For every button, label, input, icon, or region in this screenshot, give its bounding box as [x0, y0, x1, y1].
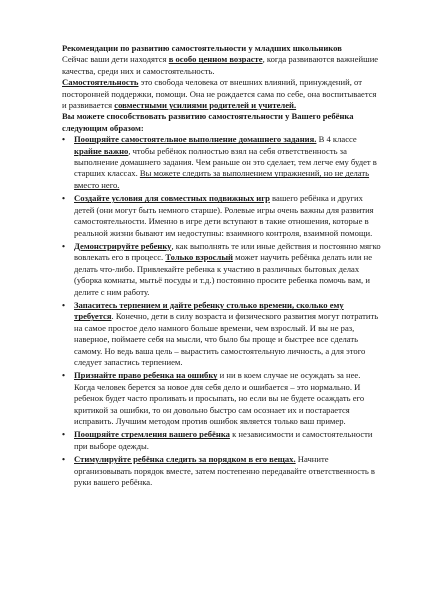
- list-item: [62, 370, 382, 427]
- emphasis-underlined: Только взрослый: [165, 252, 233, 263]
- text-run: В 4 классе: [316, 134, 357, 145]
- emphasis-underlined: совместными усилиями родителей и учителей.: [114, 100, 297, 111]
- underlined-run: Вы можете следить за выполнением упражнений, но не делать вместо него.: [74, 168, 370, 190]
- text-run: это свобода человека от внешних влияний, принуждений, от посторонней поддержки, помощи. Она не рождается сама по себе, она воспитывается и развивается: [62, 77, 377, 111]
- item-heading: Стимулируйте ребёнка следить за порядком в его вещах.: [74, 454, 296, 465]
- term-underlined: Самостоятельность: [62, 77, 139, 88]
- text-run: вашего ребёнка и других детей (они могут быть немного старше). Ролевые игры очень важны для развития самостоятельности. Именно в игре дети вступают в такие отношения, которые в реальной жизни бывают им недоступны: взаимного контроля, взаимной помощи.: [74, 193, 374, 238]
- list-item: [62, 454, 382, 488]
- bullet-icon: •: [62, 134, 66, 145]
- list-item: [62, 241, 382, 298]
- bullet-icon: •: [62, 240, 66, 251]
- text-run: Начните организовывать порядок вместе, затем постепенно передавайте ответственность в руки вашего ребёнка.: [74, 454, 375, 488]
- recommendations-list: [62, 134, 382, 488]
- text-run: , как выполнять те или иные действия и постоянно мягко вовлекать его в процесс.: [74, 240, 381, 263]
- bullet-icon: •: [62, 370, 66, 381]
- emphasis-underlined: в особо ценном возрасте: [168, 54, 263, 65]
- intro-paragraph: [62, 54, 382, 77]
- definition-paragraph: [62, 77, 382, 111]
- text-run: к независимости и самостоятельности при выборе одежды.: [74, 429, 373, 451]
- bullet-icon: •: [62, 299, 66, 310]
- list-item: [62, 193, 382, 239]
- bullet-icon: •: [62, 429, 66, 440]
- bullet-icon: •: [62, 193, 66, 204]
- text-run: Сейчас ваши дети находятся: [62, 54, 169, 65]
- text-run: . Конечно, дети в силу возраста и физического развития могут потратить на самое простое дело намного больше времени, чем взрослый. И вы не раз, наверное, поймаете себя на мысли, что было бы проще и быстрее все сделать самому. Но ведь ваша цель – вырастить самостоятельную личность, а для этого следует запастись терпением.: [74, 311, 379, 367]
- document-title: Рекомендации по развитию самостоятельности у младших школьников: [62, 43, 342, 53]
- list-item: [62, 300, 382, 368]
- text-run: может научить ребёнка делать или не делать что-либо. Привлекайте ребенка к участию в различных бытовых делах (уборка комнаты, мытьё посуды и т.д.) постоянно просите ребенка помочь вам, и делите с ним работу.: [74, 252, 373, 297]
- emphasis-underlined: крайне важно: [74, 145, 129, 156]
- item-heading: Запаситесь терпением и дайте ребенку столько времени, сколько ему требуется: [74, 299, 344, 322]
- item-heading: Демонстрируйте ребенку: [74, 240, 172, 251]
- item-heading: Создайте условия для совместных подвижных игр: [74, 193, 270, 204]
- lead-paragraph: Вы можете способствовать развитию самостоятельности у Вашего ребёнка следующим образом:: [62, 111, 354, 133]
- item-heading: Поощряйте стремления вашего ребёнка: [74, 429, 230, 440]
- item-heading: Поощряйте самостоятельное выполнение домашнего задания.: [74, 134, 317, 145]
- bullet-icon: •: [62, 454, 66, 465]
- text-run: , чтобы ребёнок полностью взял на себя ответственность за выполнение домашнего задания. Чем раньше он это сделает, тем легче ему будет в старших классах.: [74, 145, 377, 179]
- text-run: и ни в коем случае не осуждать за нее. Когда человек берется за новое для себя дело и ошибается – это нормально. И ребенок будет часто проливать и просыпать, но если вы не будете осаждать его критикой за ошибки, то он довольно быстро сам осознает их и постарается исправить. Лучшим методом против ошибок является только ваш пример.: [74, 370, 365, 426]
- document-page: [62, 43, 382, 490]
- text-run: , когда развиваются важнейшие качества, среди них и самостоятельность.: [62, 54, 379, 76]
- list-item: [62, 134, 382, 191]
- item-heading: Признайте право ребенка на ошибку: [74, 370, 218, 381]
- list-item: [62, 429, 382, 452]
